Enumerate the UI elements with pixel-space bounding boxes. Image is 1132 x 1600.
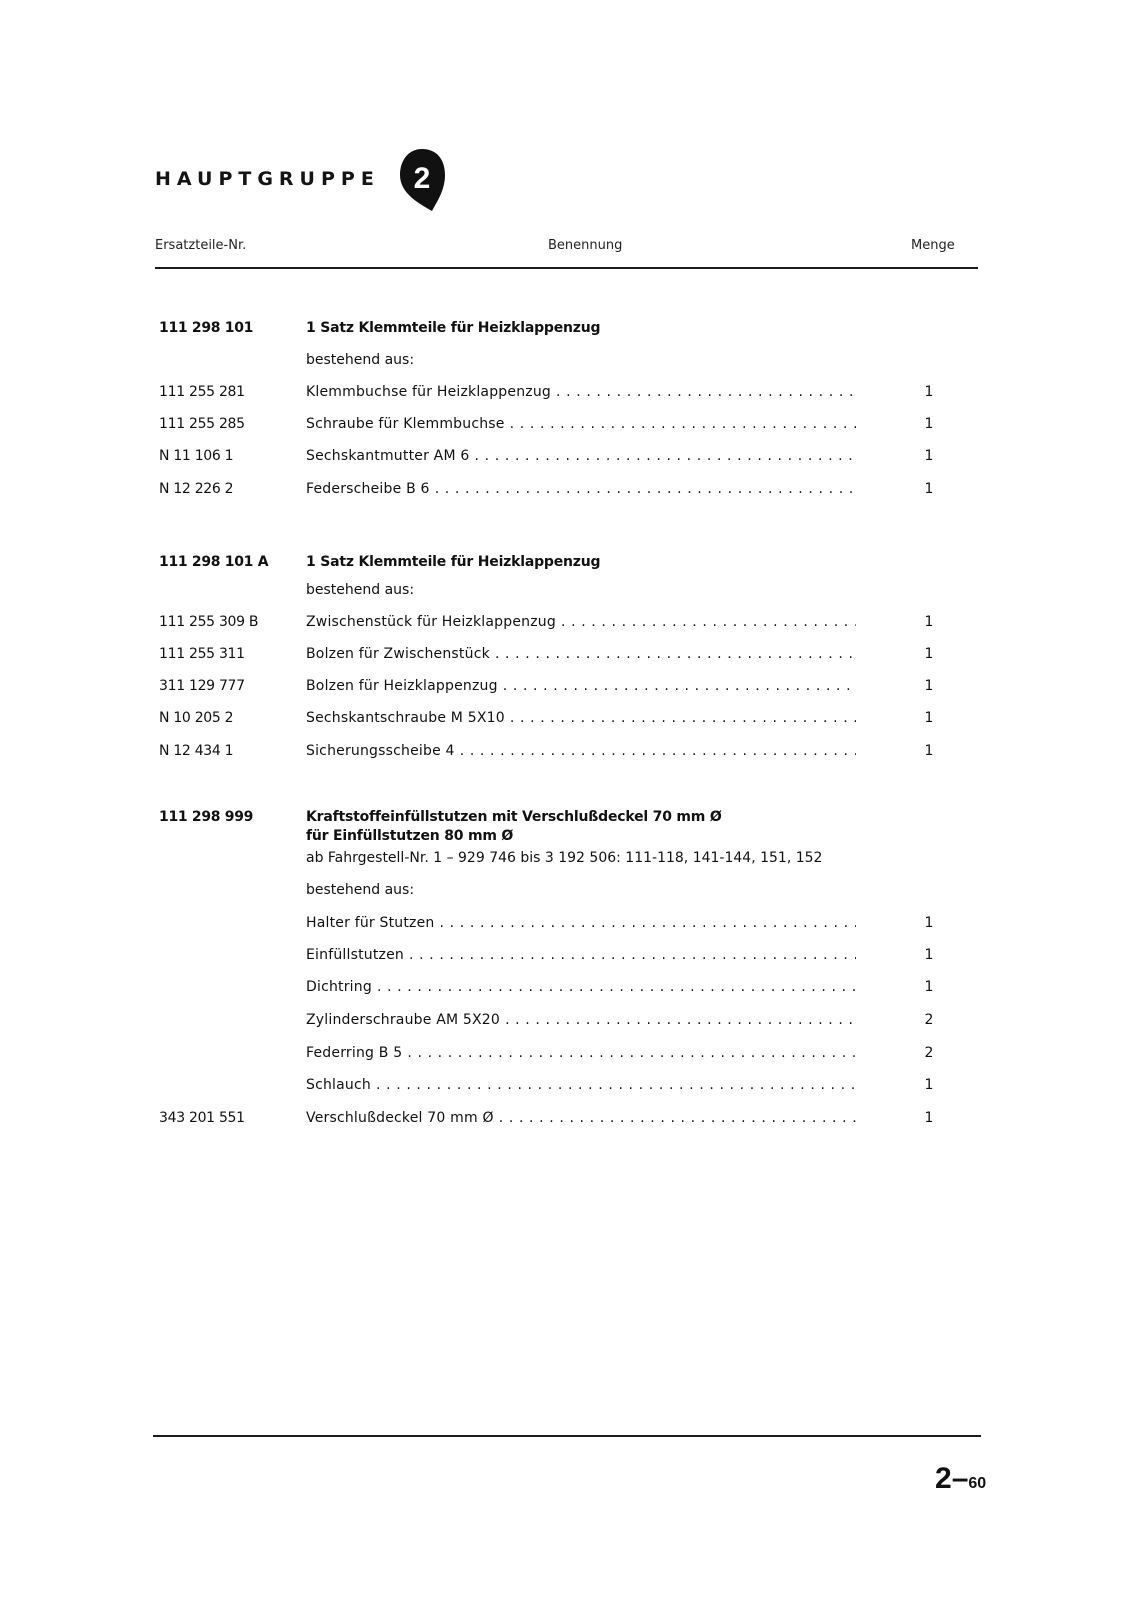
page-number-major: 2 — [935, 1462, 952, 1495]
part-name: Verschlußdeckel 70 mm Ø . . . — [306, 1106, 856, 1130]
part-name: Zylinderschraube AM 5X20 . . . — [306, 1008, 856, 1032]
part-number: 111 255 311 — [159, 646, 245, 662]
part-quantity: 1 — [924, 614, 934, 630]
table-row — [0, 975, 1132, 999]
page-title: HAUPTGRUPPE — [155, 168, 380, 190]
part-quantity: 1 — [924, 710, 934, 726]
table-row — [0, 380, 1132, 404]
part-quantity: 1 — [924, 1110, 934, 1126]
consisting-of-row — [0, 578, 1132, 602]
group-number: 2 — [413, 162, 431, 195]
group-part-number: 111 298 999 — [159, 809, 254, 825]
consisting-of-row — [0, 348, 1132, 372]
part-quantity: 1 — [924, 947, 934, 963]
part-number: N 12 226 2 — [159, 481, 234, 497]
part-name: Federring B 5 . . . — [306, 1041, 856, 1065]
table-row — [0, 444, 1132, 468]
header-rule — [155, 267, 978, 269]
part-name: Sechskantmutter AM 6 . . . — [306, 444, 856, 468]
part-quantity: 2 — [924, 1012, 934, 1028]
part-number: N 10 205 2 — [159, 710, 234, 726]
group-number-badge — [398, 147, 446, 213]
group-badge-shape — [398, 147, 446, 213]
part-quantity: 1 — [924, 678, 934, 694]
part-name: Federscheibe B 6 . . . — [306, 477, 856, 501]
part-number: 111 255 281 — [159, 384, 245, 400]
part-quantity: 1 — [924, 416, 934, 432]
part-name: Schraube für Klemmbuchse . . . — [306, 412, 856, 436]
column-header-name: Benennung — [548, 238, 623, 253]
group-header-row — [0, 550, 1132, 574]
consisting-of-label: bestehend aus: — [306, 882, 415, 898]
consisting-of-row — [0, 878, 1132, 902]
part-name: Zwischenstück für Heizklappenzug . . . — [306, 610, 856, 634]
table-row — [0, 739, 1132, 763]
part-quantity: 1 — [924, 979, 934, 995]
group-title-line-2: für Einfüllstutzen 80 mm Ø — [306, 828, 514, 844]
table-row — [0, 610, 1132, 634]
part-name: Bolzen für Heizklappenzug . . . — [306, 674, 856, 698]
column-header-part-number: Ersatzteile-Nr. — [155, 238, 247, 253]
part-name: Klemmbuchse für Heizklappenzug . . . — [306, 380, 856, 404]
table-row — [0, 674, 1132, 698]
group-header-row — [0, 316, 1132, 340]
chassis-number-note: ab Fahrgestell-Nr. 1 – 929 746 bis 3 192 506: 111-118, 141-144, 151, 152 — [306, 850, 823, 866]
consisting-of-label: bestehend aus: — [306, 582, 415, 598]
table-row — [0, 1041, 1132, 1065]
page-number-separator: – — [951, 1462, 969, 1495]
group-part-number: 111 298 101 — [159, 320, 254, 336]
group-part-number: 111 298 101 A — [159, 554, 269, 570]
part-number: 111 255 285 — [159, 416, 245, 432]
part-number: 311 129 777 — [159, 678, 245, 694]
table-row — [0, 1073, 1132, 1097]
part-quantity: 1 — [924, 743, 934, 759]
part-name: Sechskantschraube M 5X10 . . . — [306, 706, 856, 730]
column-header-quantity: Menge — [911, 238, 955, 253]
chassis-note-row — [0, 846, 1132, 870]
part-number: N 12 434 1 — [159, 743, 234, 759]
part-number: 111 255 309 B — [159, 614, 259, 630]
part-name: Einfüllstutzen . . . — [306, 943, 856, 967]
page-number — [935, 1462, 986, 1496]
part-quantity: 1 — [924, 448, 934, 464]
page-number-minor: 60 — [968, 1475, 987, 1492]
part-quantity: 2 — [924, 1045, 934, 1061]
group-title: Kraftstoffeinfüllstutzen mit Verschlußdeckel 70 mm Ø — [306, 809, 722, 825]
consisting-of-label: bestehend aus: — [306, 352, 415, 368]
part-quantity: 1 — [924, 915, 934, 931]
part-number: N 11 106 1 — [159, 448, 234, 464]
group-title-continuation-row — [0, 824, 1132, 848]
table-row — [0, 642, 1132, 666]
part-number: 343 201 551 — [159, 1110, 245, 1126]
group-title: 1 Satz Klemmteile für Heizklappenzug — [306, 320, 601, 336]
table-row — [0, 911, 1132, 935]
table-row — [0, 943, 1132, 967]
group-title: 1 Satz Klemmteile für Heizklappenzug — [306, 554, 601, 570]
part-name: Sicherungsscheibe 4 . . . — [306, 739, 856, 763]
footer-rule — [153, 1435, 981, 1437]
table-row — [0, 1106, 1132, 1130]
part-name: Schlauch . . . — [306, 1073, 856, 1097]
part-quantity: 1 — [924, 646, 934, 662]
part-quantity: 1 — [924, 1077, 934, 1093]
table-row — [0, 477, 1132, 501]
table-row — [0, 706, 1132, 730]
part-name: Bolzen für Zwischenstück . . . — [306, 642, 856, 666]
table-row — [0, 412, 1132, 436]
part-quantity: 1 — [924, 481, 934, 497]
part-quantity: 1 — [924, 384, 934, 400]
table-row — [0, 1008, 1132, 1032]
part-name: Dichtring . . . — [306, 975, 856, 999]
part-name: Halter für Stutzen . . . — [306, 911, 856, 935]
